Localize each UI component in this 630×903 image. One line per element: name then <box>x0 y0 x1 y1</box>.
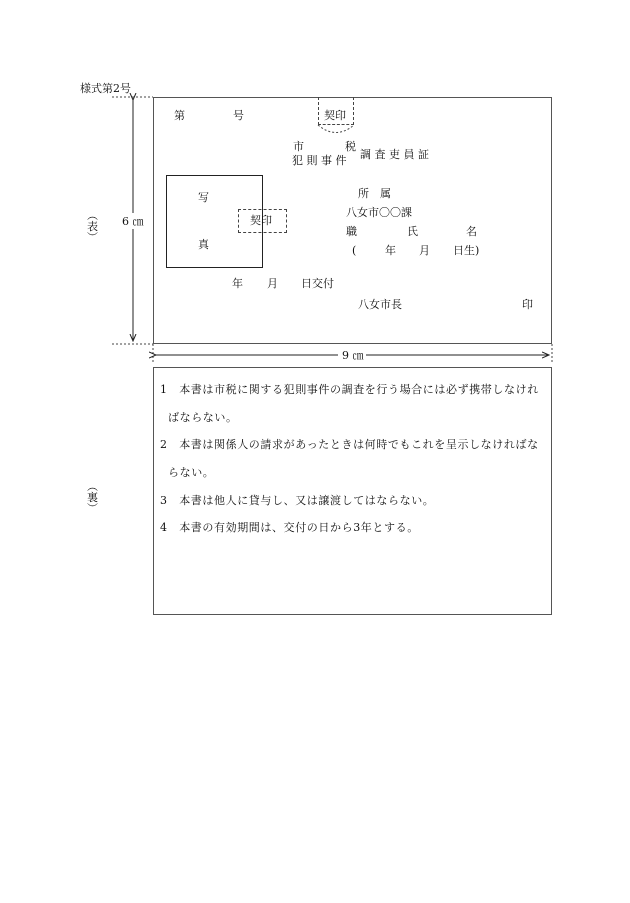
back-line-1: 1 本書は市税に関する犯則事件の調査を行う場合には必ず携帯しなけれ <box>160 383 539 396</box>
title-tax: 税 <box>345 140 356 153</box>
birth-day: 日生) <box>453 244 480 257</box>
issue-day: 日交付 <box>301 277 334 290</box>
back-line-2: ばならない。 <box>168 411 238 424</box>
back-line-3: 2 本書は関係人の請求があったときは何時でもこれを呈示しなければな <box>160 438 539 451</box>
title-crime: 犯 則 事 件 <box>292 154 347 167</box>
height-label: 6 ㎝ <box>122 215 144 228</box>
birth-month: 月 <box>419 244 430 257</box>
certificate-title: 調 査 吏 員 証 <box>360 148 429 161</box>
birth-open: ( <box>352 244 357 257</box>
back-line-4: らない。 <box>168 466 215 479</box>
issuer-seal: 印 <box>522 298 533 311</box>
issue-month: 月 <box>267 277 278 290</box>
position-label: 職 <box>346 225 357 238</box>
back-line-6: 4 本書の有効期間は、交付の日から3年とする。 <box>160 521 419 534</box>
name-label: 氏 <box>407 225 418 238</box>
photo-label-top: 写 <box>198 191 209 204</box>
number-suffix: 号 <box>233 109 244 122</box>
front-side-label: ︵ 表 ︶ <box>87 209 98 244</box>
issue-year: 年 <box>232 277 243 290</box>
birth-year: 年 <box>385 244 396 257</box>
title-city: 市 <box>293 140 304 153</box>
number-prefix: 第 <box>174 109 185 122</box>
tally-seal-label: 契印 <box>324 109 346 122</box>
form-title: 様式第2号 <box>80 82 131 95</box>
back-side-label: ︵ 裏 ︶ <box>87 480 98 515</box>
width-label: 9 ㎝ <box>342 349 364 362</box>
back-line-5: 3 本書は他人に貸与し、又は譲渡してはならない。 <box>160 494 435 507</box>
issuer: 八女市長 <box>358 298 402 311</box>
name-label-2: 名 <box>466 225 477 238</box>
id-card-back <box>153 367 552 615</box>
affiliation-value: 八女市〇〇課 <box>346 206 412 219</box>
photo-seal-label: 契印 <box>250 214 272 227</box>
affiliation-label: 所 属 <box>358 187 391 200</box>
photo-label-bottom: 真 <box>198 238 209 251</box>
